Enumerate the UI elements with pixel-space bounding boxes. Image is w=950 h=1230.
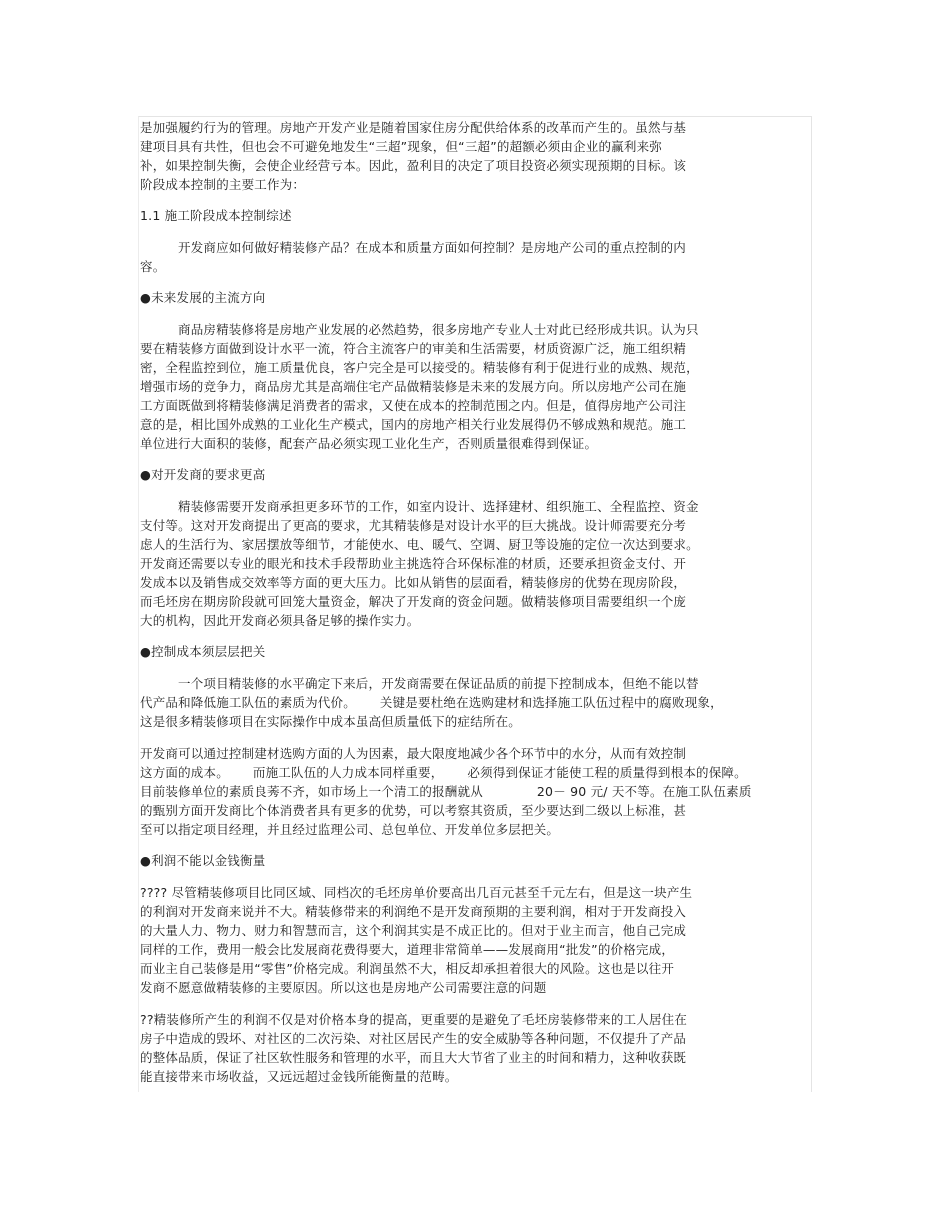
text-line: 支付等。这对开发商提出了更高的要求，尤其精装修是对设计水平的巨大挑战。设计师需要充分考: [140, 518, 687, 533]
section-heading: 1.1 施工阶段成本控制综述: [140, 208, 292, 223]
text-line: 开发商还需要以专业的眼光和技术手段帮助业主挑选符合环保标准的材质，还要承担资金支付、开: [140, 556, 687, 571]
text-line: 虑人的生活行为、家居摆放等细节，才能使水、电、暖气、空调、厨卫等设施的定位一次达到要求。: [140, 537, 699, 552]
text-line: 补，如果控制失衡，会使企业经营亏本。因此，盈利目的决定了项目投资必须实现预期的目标。该: [140, 158, 687, 173]
text-line: 发商不愿意做精装修的主要原因。所以这也是房地产公司需要注意的问题: [140, 980, 547, 995]
text-line: 房子中造成的毁坏、对社区的二次污染、对社区居民产生的安全威胁等各种问题，不仅提升了产品: [140, 1031, 687, 1046]
text-line: 的利润对开发商来说并不大。精装修带来的利润绝不是开发商预期的主要利润，相对于开发商投入: [140, 904, 687, 919]
text-line: 这是很多精装修项目在实际操作中成本虽高但质量低下的症结所在。: [140, 714, 522, 729]
text-line: 至可以指定项目经理，并且经过监理公司、总包单位、开发单位多层把关。: [140, 822, 560, 837]
bullet-paragraph-requirements: [140, 497, 800, 630]
text-fragment: 这方面的成本。: [140, 765, 229, 780]
bullet-heading-profit: ●利润不能以金钱衡量: [140, 853, 266, 868]
text-line: 开发商应如何做好精装修产品？在成本和质量方面如何控制？是房地产公司的重点控制的内: [178, 240, 687, 255]
text-line: 是加强履约行为的管理。房地产开发产业是随着国家住房分配供给体系的改革而产生的。虽然与基: [140, 120, 687, 135]
text-line: [140, 693, 800, 712]
intro-paragraph: [140, 118, 800, 194]
text-line: 的甄别方面开发商比个体消费者具有更多的优势，可以考察其资质，至少要达到二级以上标准，甚: [140, 803, 687, 818]
text-line: 精装修需要开发商承担更多环节的工作，如室内设计、选择建材、组织施工、全程监控、资金: [178, 499, 699, 514]
text-line: 同样的工作，费用一般会比发展商花费得要大，道理非常简单——发展商用“批发”的价格完成，: [140, 942, 675, 957]
text-line: 工方面既做到将精装修满足消费者的需求，又使在成本的控制范围之内。但是，值得房地产公司注: [140, 398, 687, 413]
bullet-heading-requirements: ●对开发商的要求更高: [140, 467, 266, 482]
text-line: 而业主自己装修是用“零售”价格完成。利润虽然不大，相反却承担着很大的风险。这也是以往开: [140, 961, 675, 976]
text-line: 单位进行大面积的装修，配套产品必须实现工业化生产，否则质量很难得到保证。: [140, 436, 598, 451]
cost-control-paragraph-2: [140, 744, 800, 839]
text-line: 阶段成本控制的主要工作为：: [140, 177, 306, 192]
text-line: 发成本以及销售成交效率等方面的更大压力。比如从销售的层面看，精装修房的优势在现房阶段，: [140, 575, 687, 590]
text-line: 意的是，相比国外成熟的工业化生产模式，国内的房地产相关行业发展得仍不够成熟和规范。施工: [140, 417, 687, 432]
text-line: ???? 尽管精装修项目比同区域、同档次的毛坯房单价要高出几百元甚至千元左右，但是这一块产生: [140, 885, 693, 900]
section-intro-paragraph: [140, 238, 800, 276]
text-fragment: 目前装修单位的素质良莠不齐，如市场上一个清工的报酬就从: [140, 784, 483, 799]
text-fragment: 必须得到保证才能使工程的质量得到根本的保障。: [467, 765, 747, 780]
document-body: [140, 118, 800, 1086]
profit-paragraph-1: [140, 883, 800, 997]
bullet-heading-cost-control: ●控制成本须层层把关: [140, 644, 266, 659]
text-line: 增强市场的竞争力，商品房尤其是高端住宅产品做精装修是未来的发展方向。所以房地产公司在施: [140, 379, 687, 394]
text-line: [140, 782, 800, 801]
text-line: 商品房精装修将是房地产业发展的必然趋势，很多房地产专业人士对此已经形成共识。认为只: [178, 322, 699, 337]
text-line: 建项目具有共性，但也会不可避免地发生“三超”现象，但“三超”的超额必须由企业的赢利来弥: [140, 139, 663, 154]
text-line: 密，全程监控到位，施工质量优良，客户完全是可以接受的。精装修有利于促进行业的成熟、规范，: [140, 360, 699, 375]
text-line: 开发商可以通过控制建材选购方面的人为因素，最大限度地减少各个环节中的水分，从而有效控制: [140, 746, 687, 761]
text-line: 容。: [140, 259, 166, 274]
text-line: 一个项目精装修的水平确定下来后，开发商需要在保证品质的前提下控制成本，但绝不能以替: [178, 676, 699, 691]
text-line: 能直接带来市场收益，又远远超过金钱所能衡量的范畴。: [140, 1069, 458, 1084]
text-line: 的整体品质，保证了社区软性服务和管理的水平，而且大大节省了业主的时间和精力，这种收获既: [140, 1050, 687, 1065]
text-line: [140, 763, 800, 782]
text-line: ??精装修所产生的利润不仅是对价格本身的提高，更重要的是避免了毛坯房装修带来的工人居住在: [140, 1012, 688, 1027]
text-fragment: 20－ 90 元/ 天不等。在施工队伍素质: [536, 784, 752, 799]
text-fragment: 关键是要杜绝在选购建材和选择施工队伍过程中的腐败现象，: [379, 695, 723, 710]
bullet-paragraph-cost-control: [140, 674, 800, 731]
text-line: 的大量人力、物力、财力和智慧而言，这个利润其实是不成正比的。但对于业主而言，他自己完成: [140, 923, 687, 938]
text-fragment: 而施工队伍的人力成本同样重要，: [252, 765, 444, 780]
text-line: 而毛坯房在期房阶段就可回笼大量资金，解决了开发商的资金问题。做精装修项目需要组织一个庞: [140, 594, 687, 609]
text-line: 大的机构，因此开发商必须具备足够的操作实力。: [140, 613, 420, 628]
text-line: 要在精装修方面做到设计水平一流，符合主流客户的审美和生活需要，材质资源广泛，施工组织精: [140, 341, 687, 356]
bullet-heading-trend: ●未来发展的主流方向: [140, 290, 266, 305]
profit-paragraph-2: [140, 1010, 800, 1086]
bullet-paragraph-trend: [140, 320, 800, 453]
text-fragment: 代产品和降低施工队伍的素质为代价。: [140, 695, 356, 710]
